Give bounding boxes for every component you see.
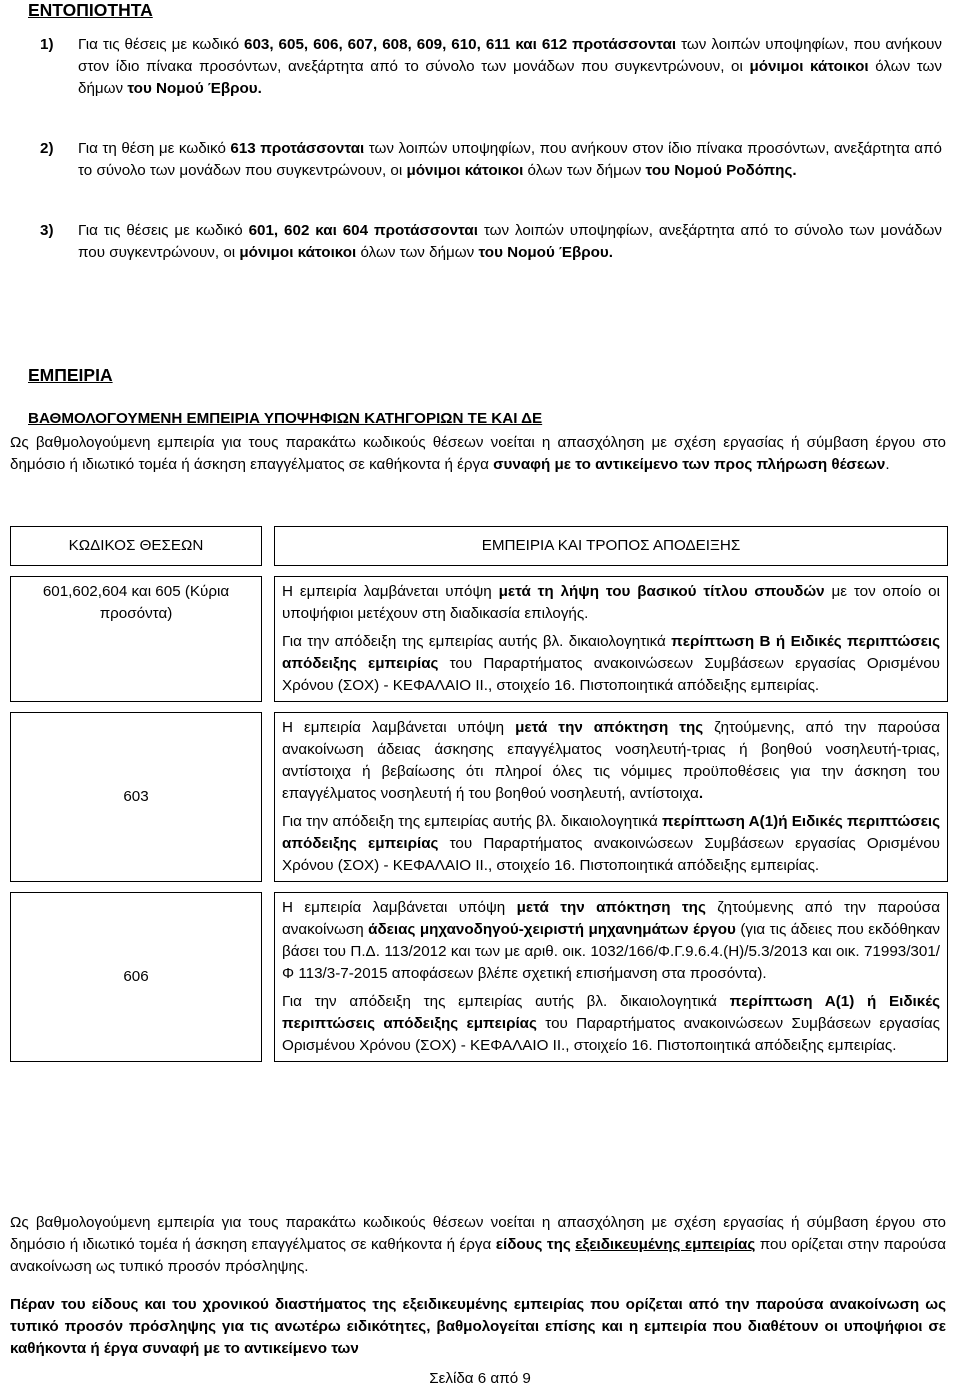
text-run: περίπτωση Β ή Ειδικές περιπτώσεις απόδειξης εμπειρίας xyxy=(282,633,940,672)
text-run: με τον οποίο οι υποψήφιοι μετέχουν στη διαδικασία επιλογής. xyxy=(282,583,940,622)
text-run: των λοιπών υποψηφίων, ανεξάρτητα από το σύνολο των μονάδων που συγκεντρώνουν, οι xyxy=(78,222,942,261)
proof-paragraph xyxy=(282,631,940,697)
text-run: μόνιμοι κάτοικοι xyxy=(406,162,524,179)
proof-paragraph xyxy=(282,811,940,877)
text-run: Για τις θέσεις με κωδικό xyxy=(78,36,245,53)
text-run: Για την απόδειξη της εμπειρίας αυτής βλ. δικαιολογητικά xyxy=(282,813,663,830)
item-number: 2) xyxy=(40,140,54,157)
row-code: 601,602,604 και 605 (Κύρια προσόντα) xyxy=(10,576,262,702)
text-run: που ορίζεται στην παρούσα ανακοίνωση ως τυπικό προσόν πρόσληψης. xyxy=(10,1236,946,1275)
header-experience: ΕΜΠΕΙΡΙΑ ΚΑΙ ΤΡΟΠΟΣ ΑΠΟΔΕΙΞΗΣ xyxy=(274,526,948,566)
text-run: εξειδικευμένης εμπειρίας xyxy=(575,1236,756,1253)
text-run: Ως βαθμολογούμενη εμπειρία για τους παρακάτω κωδικούς θέσεων νοείται η απασχόληση με σχέση εργασίας ή σύμβαση έργου στο δημόσιο ή ιδιωτικό τομέα ή άσκηση επαγγέλματος σε καθήκοντα ή έργα xyxy=(10,434,946,473)
text-run: μόνιμοι κάτοικοι xyxy=(239,244,357,261)
experience-table xyxy=(10,516,948,1072)
text-run: Η εμπειρία λαμβάνεται υπόψη xyxy=(282,719,516,736)
table-row xyxy=(10,576,948,702)
text-run: μόνιμοι κάτοικοι xyxy=(749,58,869,75)
row-code: 603 xyxy=(10,712,262,882)
text-run: Ως βαθμολογούμενη εμπειρία για τους παρακάτω κωδικούς θέσεων νοείται η απασχόληση με σχέση εργασίας ή σύμβαση έργου στο δημόσιο ή ιδιωτικό τομέα ή άσκηση επαγγέλματος σε καθήκοντα ή έργα xyxy=(10,1214,946,1253)
text-run: Η εμπειρία λαμβάνεται υπόψη xyxy=(282,899,517,916)
text-run: περίπτωση Α(1)ή Ειδικές περιπτώσεις απόδειξης εμπειρίας xyxy=(282,813,940,852)
text-run: Για τις θέσεις με κωδικό xyxy=(78,222,249,239)
row-code: 606 xyxy=(10,892,262,1062)
table-row xyxy=(10,892,948,1062)
table-header-row xyxy=(10,526,948,566)
item-number: 1) xyxy=(40,36,54,53)
text-run: όλων των δήμων xyxy=(78,58,942,97)
residency-item-text xyxy=(78,220,942,264)
text-run: μετά την απόκτηση της xyxy=(515,719,704,736)
text-run: είδους της xyxy=(495,1236,576,1253)
text-run: των λοιπών υποψηφίων, που ανήκουν στον ίδιο πίνακα προσόντων, ανεξάρτητα από το σύνολο των μονάδων που συγκεντρώνουν, οι xyxy=(78,140,942,179)
text-run: του Παραρτήματος ανακοινώσεων Συμβάσεων εργασίας Ορισμένου Χρόνου (ΣΟΧ) - ΚΕΦΑΛΑΙΟ ΙΙ., στοιχείο 16. Πιστοποιητικά απόδειξης εμπειρίας. xyxy=(282,1015,940,1054)
text-run: Για την απόδειξη της εμπειρίας αυτής βλ. δικαιολογητικά xyxy=(282,633,672,650)
experience-heading: ΕΜΠΕΙΡΙΑ xyxy=(28,365,113,385)
header-code: ΚΩΔΙΚΟΣ ΘΕΣΕΩΝ xyxy=(10,526,262,566)
text-run: Για την απόδειξη της εμπειρίας αυτής βλ. δικαιολογητικά xyxy=(282,993,730,1010)
text-run: μετά την απόκτηση της xyxy=(516,899,706,916)
text-run: ζητούμενης από την παρούσα ανακοίνωση xyxy=(282,899,940,938)
text-run: όλων των δήμων xyxy=(356,244,479,261)
row-experience xyxy=(274,712,948,882)
residency-item-3 xyxy=(40,220,942,264)
residency-item-text xyxy=(78,138,942,182)
text-run: 613 προτάσσονται xyxy=(230,140,365,157)
experience-paragraph xyxy=(282,581,940,625)
text-run: άδειας μηχανοδηγού-χειριστή μηχανημάτων έργου xyxy=(368,921,736,938)
proof-paragraph xyxy=(282,991,940,1057)
row-experience xyxy=(274,576,948,702)
text-run: Για τη θέση με κωδικό xyxy=(78,140,231,157)
residency-item-text xyxy=(78,34,942,100)
text-run: του Παραρτήματος ανακοινώσεων Συμβάσεων εργασίας Ορισμένου Χρόνου (ΣΟΧ) - ΚΕΦΑΛΑΙΟ ΙΙ., στοιχείο 16. Πιστοποιητικά απόδειξης εμπειρίας. xyxy=(282,835,940,874)
experience-intro-paragraph xyxy=(10,432,946,476)
row-experience xyxy=(274,892,948,1062)
text-run: Πέραν του είδους και του χρονικού διαστήματος της εξειδικευμένης εμπειρίας που ορίζεται από την παρούσα ανακοίνωση ως τυπικό προσόν πρόσληψης για τις ανωτέρω ειδικότητες, βαθμολογείται επίσης και η εμπειρία που διαθέτουν οι υποψήφιοι σε καθήκοντα ή έργα συναφή με το αντικείμενο των xyxy=(10,1296,946,1357)
text-run: . xyxy=(698,785,704,802)
text-run: Η εμπειρία λαμβάνεται υπόψη xyxy=(282,583,499,600)
text-run: . xyxy=(885,456,890,473)
text-run: 603, 605, 606, 607, 608, 609, 610, 611 και 612 προτάσσονται xyxy=(244,36,677,53)
item-number: 3) xyxy=(40,222,54,239)
text-run: μετά τη λήψη του βασικού τίτλου σπουδών xyxy=(498,583,825,600)
additional-experience-paragraph xyxy=(10,1294,946,1360)
experience-subtitle: ΒΑΘΜΟΛΟΓΟΥΜΕΝΗ ΕΜΠΕΙΡΙΑ ΥΠΟΨΗΦΙΩΝ ΚΑΤΗΓΟΡΙΩΝ ΤΕ ΚΑΙ ΔΕ xyxy=(28,410,543,427)
experience-paragraph xyxy=(282,897,940,985)
text-run: συναφή με το αντικείμενο των προς πλήρωση θέσεων xyxy=(493,456,886,473)
text-run: 601, 602 και 604 προτάσσονται xyxy=(248,222,478,239)
text-run: περίπτωση Α(1) ή Ειδικές περιπτώσεις απόδειξης εμπειρίας xyxy=(282,993,940,1032)
text-run: ζητούμενης, από την παρούσα ανακοίνωση άδειας άσκησης επαγγέλματος νοσηλευτή-τριας ή βοηθού νοσηλευτή-τριας, αντίστοιχα ή βεβαίωσης ότι πληροί όλες τις νόμιμες προϋποθέσεις για την άσκηση του επαγγέλματος νοσηλευτή ή του βοηθού νοσηλευτή, αντίστοιχα xyxy=(282,719,940,802)
text-run: του Νομού Έβρου. xyxy=(127,80,262,97)
text-run: των λοιπών υποψηφίων, που ανήκουν στον ίδιο πίνακα προσόντων, ανεξάρτητα από το σύνολο των μονάδων που συγκεντρώνουν, οι xyxy=(78,36,942,75)
table-row xyxy=(10,712,948,882)
text-run: του Νομού Έβρου. xyxy=(478,244,613,261)
text-run: του Νομού Ροδόπης. xyxy=(645,162,797,179)
residency-item-2 xyxy=(40,138,942,182)
text-run: του Παραρτήματος ανακοινώσεων Συμβάσεων εργασίας Ορισμένου Χρόνου (ΣΟΧ) - ΚΕΦΑΛΑΙΟ ΙΙ., στοιχείο 16. Πιστοποιητικά απόδειξης εμπειρίας. xyxy=(282,655,940,694)
residency-item-1 xyxy=(40,34,942,100)
text-run: όλων των δήμων xyxy=(523,162,646,179)
page-number: Σελίδα 6 από 9 xyxy=(429,1370,531,1387)
experience-paragraph xyxy=(282,717,940,805)
residency-heading: ΕΝΤΟΠΙΟΤΗΤΑ xyxy=(28,0,153,20)
specialized-experience-paragraph xyxy=(10,1212,946,1278)
text-run: (για τις άδειες που εκδόθηκαν βάσει του Π.Δ. 113/2012 και των με αριθ. οικ. 1032/166/Φ.Γ.9.6.4.(Η)/5.3/2013 και οικ. 71993/301/Φ 113/3-7-2015 αποφάσεων βλέπε σχετική επισήμανση στα προσόντα). xyxy=(282,921,940,982)
